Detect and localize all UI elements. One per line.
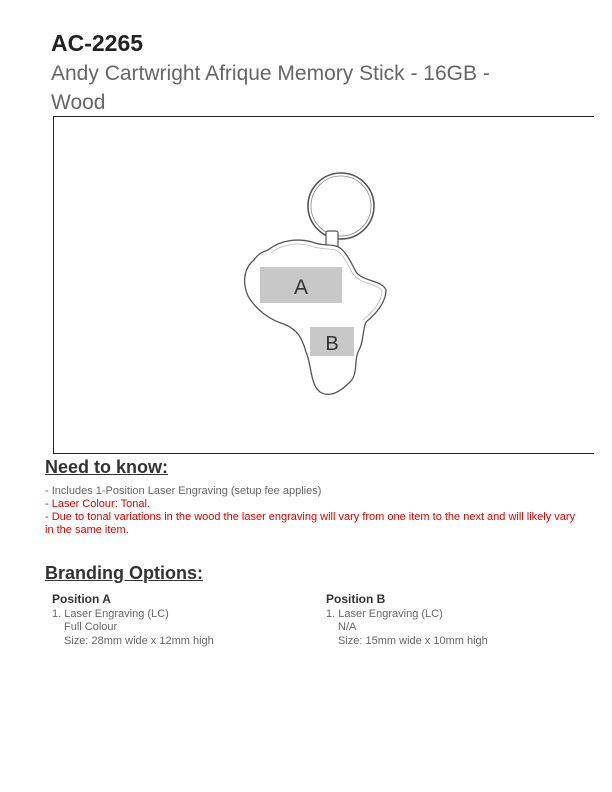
key-ring [308, 173, 374, 239]
position-a-size: Size: 28mm wide x 12mm high [64, 634, 214, 647]
position-a-colour: Full Colour [64, 621, 118, 633]
product-code: AC-2265 [51, 30, 144, 56]
branding-options-heading: Branding Options: [45, 563, 203, 583]
position-b-size: Size: 15mm wide x 10mm high [338, 634, 488, 647]
position-a-title: Position A [52, 592, 111, 606]
need-to-know-heading: Need to know: [45, 457, 169, 477]
position-b-title: Position B [326, 592, 386, 606]
branding-area-b-label: B [325, 333, 339, 355]
branding-area-a-label: A [293, 276, 309, 299]
note-setup-fee: - Includes 1-Position Laser Engraving (setup fee applies) [45, 485, 322, 497]
need-to-know-notes [45, 485, 585, 537]
position-a-block [52, 593, 214, 648]
note-laser-colour: - Laser Colour: Tonal. [45, 498, 150, 510]
product-illustration [240, 170, 390, 400]
position-a-method: 1. Laser Engraving (LC) [52, 607, 169, 620]
position-b-block [326, 593, 488, 648]
product-name: Andy Cartwright Afrique Memory Stick - 16GB - Wood [51, 62, 490, 114]
position-b-colour: N/A [338, 621, 357, 633]
position-b-method: 1. Laser Engraving (LC) [326, 607, 443, 620]
note-tonal-variation: - Due to tonal variations in the wood the laser engraving will vary from one item to the next and will likely vary in the same item. [45, 511, 576, 536]
africa-shaped-stick [245, 240, 386, 394]
